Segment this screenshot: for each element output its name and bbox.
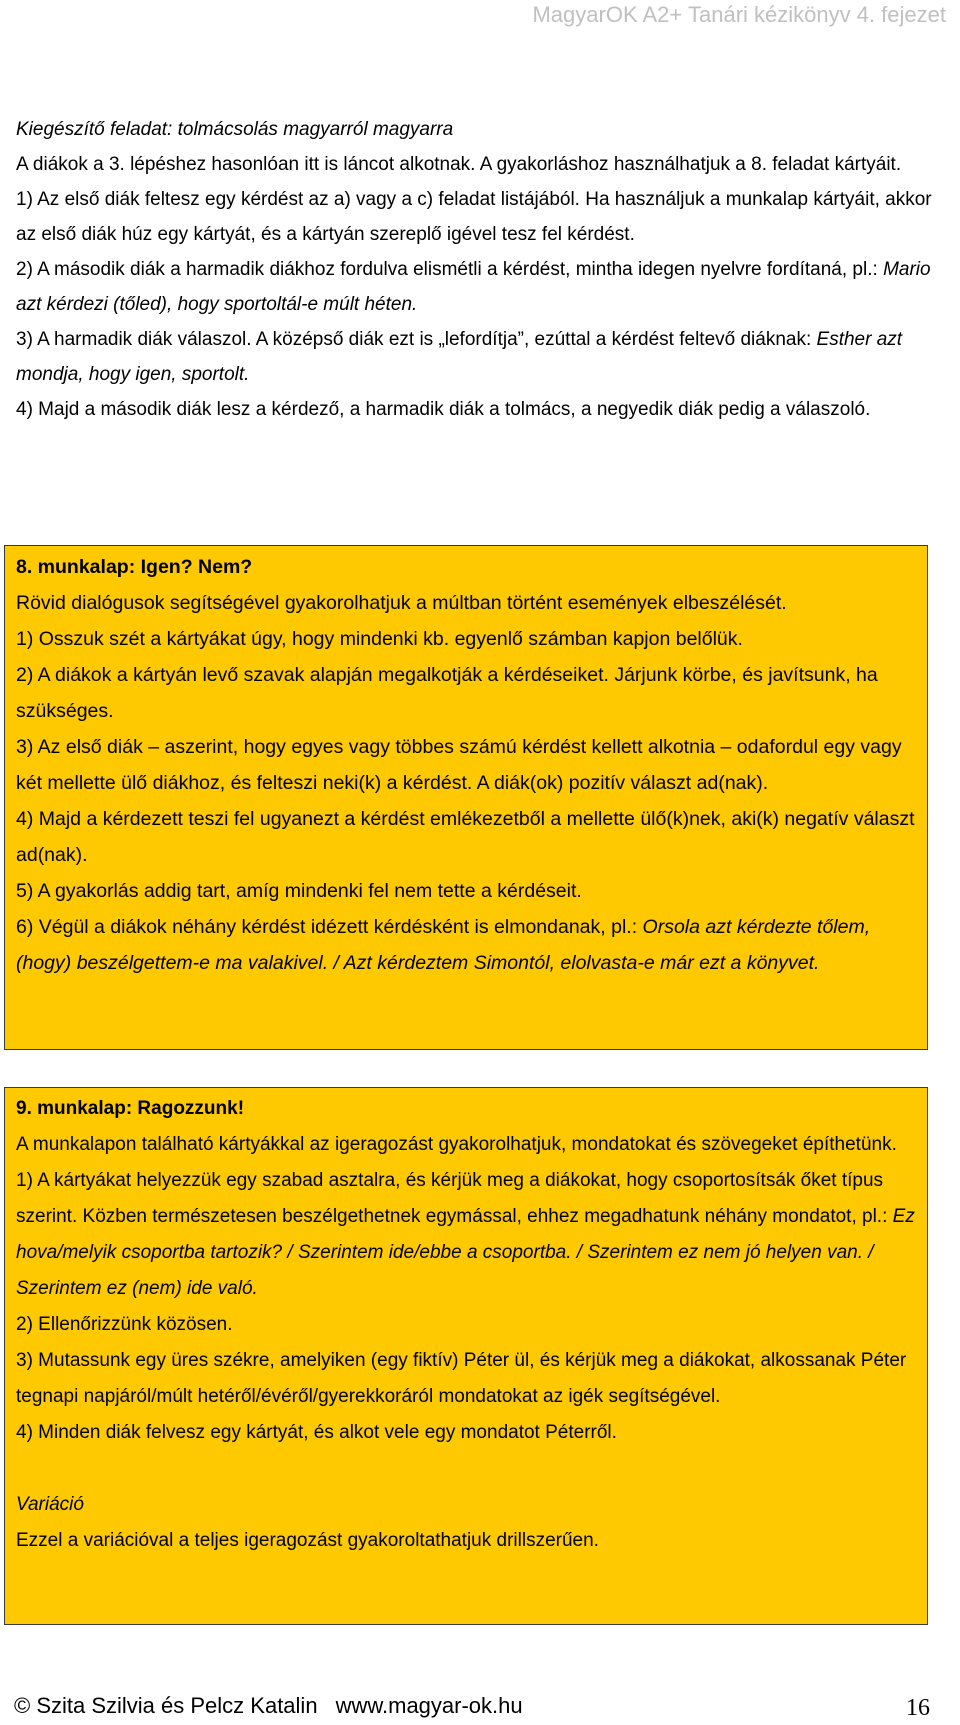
worksheet-8-box [4, 545, 928, 1050]
example-sentence: Mario azt kérdezi (tőled), hogy sportoltál-e múlt héten. [16, 259, 931, 315]
worksheet-8-step-3: 3) Az első diák – aszerint, hogy egyes vagy többes számú kérdést kellett alkotnia – odafordul egy vagy két mellette ülő diákhoz, és felteszi neki(k) a kérdést. A diák(ok) pozitív választ ad(nak). [16, 736, 902, 794]
worksheet-8-description: Rövid dialógusok segítségével gyakorolhatjuk a múltban történt események elbeszélését. [16, 592, 787, 614]
worksheet-8-step-2: 2) A diákok a kártyán levő szavak alapján megalkotják a kérdéseiket. Járjunk körbe, és javítsunk, ha szükséges. [16, 664, 878, 722]
example-sentence: Orsola azt kérdezte tőlem, (hogy) beszélgettem-e ma valakivel. / Azt kérdeztem Simontól, elolvasta-e már ezt a könyvet. [16, 916, 871, 974]
worksheet-9-step-2: 2) Ellenőrizzünk közösen. [16, 1314, 233, 1335]
worksheet-8-step-1: 1) Osszuk szét a kártyákat úgy, hogy mindenki kb. egyenlő számban kapjon belőlük. [16, 628, 743, 650]
worksheet-8-step-5: 5) A gyakorlás addig tart, amíg mindenki fel nem tette a kérdéseit. [16, 880, 582, 902]
variation-text: Ezzel a variációval a teljes igeragozást gyakoroltathatjuk drillszerűen. [16, 1530, 599, 1551]
variation-title: Variáció [16, 1494, 84, 1515]
worksheet-9-step-3: 3) Mutassunk egy üres székre, amelyiken (egy fiktív) Péter ül, és kérjük meg a diákokat, alkossanak Péter tegnapi napjáról/múlt hetéről/évéről/gyerekkoráról mondatokat az igék segítségével. [16, 1350, 907, 1407]
worksheet-8-step-6: 6) Végül a diákok néhány kérdést idézett kérdésként is elmondanak, pl.: Orsola azt kérdezte tőlem, (hogy) beszélgettem-e ma valakivel. / Azt kérdeztem Simontól, elolvasta-e már ezt a könyvet. [16, 916, 871, 974]
supplementary-step-4: 4) Majd a második diák lesz a kérdező, a harmadik diák a tolmács, a negyedik diák pedig a válaszoló. [16, 399, 871, 420]
copyright-text: © Szita Szilvia és Pelcz Katalin [14, 1693, 318, 1718]
example-sentence: Esther azt mondja, hogy igen, sportolt. [16, 329, 903, 385]
supplementary-step-3: 3) A harmadik diák válaszol. A középső diák ezt is „lefordítja”, ezúttal a kérdést feltevő diáknak: Esther azt mondja, hogy igen, sportolt. [16, 329, 903, 385]
website-link[interactable]: www.magyar-ok.hu [335, 1693, 523, 1718]
worksheet-9-description: A munkalapon található kártyákkal az igeragozást gyakorolhatjuk, mondatokat és szövegeket építhetünk. [16, 1134, 897, 1155]
supplementary-step-2: 2) A második diák a harmadik diákhoz fordulva elismétli a kérdést, mintha idegen nyelvre fordítaná, pl.: Mario azt kérdezi (tőled), hogy sportoltál-e múlt héten. [16, 259, 931, 315]
example-sentence: Ez hova/melyik csoportba tartozik? / Szerintem ide/ebbe a csoportba. / Szerintem ez nem jó helyen van. / Szerintem ez (nem) ide való. [16, 1206, 915, 1299]
supplementary-step-1: 1) Az első diák feltesz egy kérdést az a) vagy a c) feladat listájából. Ha használjuk a munkalap kártyáit, akkor az első diák húz egy kártyát, és a kártyán szereplő igével tesz fel kérdést. [16, 189, 932, 245]
page-number: 16 [906, 1695, 930, 1721]
supplementary-task [16, 112, 936, 427]
worksheet-9-step-4: 4) Minden diák felvesz egy kártyát, és alkot vele egy mondatot Péterről. [16, 1422, 617, 1443]
worksheet-9-title: 9. munkalap: Ragozzunk! [16, 1098, 245, 1119]
supplementary-task-intro: A diákok a 3. lépéshez hasonlóan itt is láncot alkotnak. A gyakorláshoz használhatjuk a 8. feladat kártyáit. [16, 154, 902, 175]
worksheet-8-title: 8. munkalap: Igen? Nem? [16, 556, 253, 578]
worksheet-9-box [4, 1087, 928, 1625]
running-header: MagyarOK A2+ Tanári kézikönyv 4. fejezet [532, 2, 946, 27]
worksheet-8-step-4: 4) Majd a kérdezett teszi fel ugyanezt a kérdést emlékezetből a mellette ülő(k)nek, aki(k) negatív választ ad(nak). [16, 808, 915, 866]
footer-credit [14, 1692, 523, 1720]
worksheet-9-step-1: 1) A kártyákat helyezzük egy szabad asztalra, és kérjük meg a diákokat, hogy csoportosítsák őket típus szerint. Közben természetesen beszélgethetnek egymással, ehhez megadhatunk néhány mondatot, pl.: Ez hova/melyik csoportba tartozik? / Szerintem ide/ebbe a csoportba. / Szerintem ez nem jó helyen van. / Szerintem ez (nem) ide való. [16, 1170, 915, 1299]
supplementary-task-title: Kiegészítő feladat: tolmácsolás magyarról magyarra [16, 119, 454, 140]
